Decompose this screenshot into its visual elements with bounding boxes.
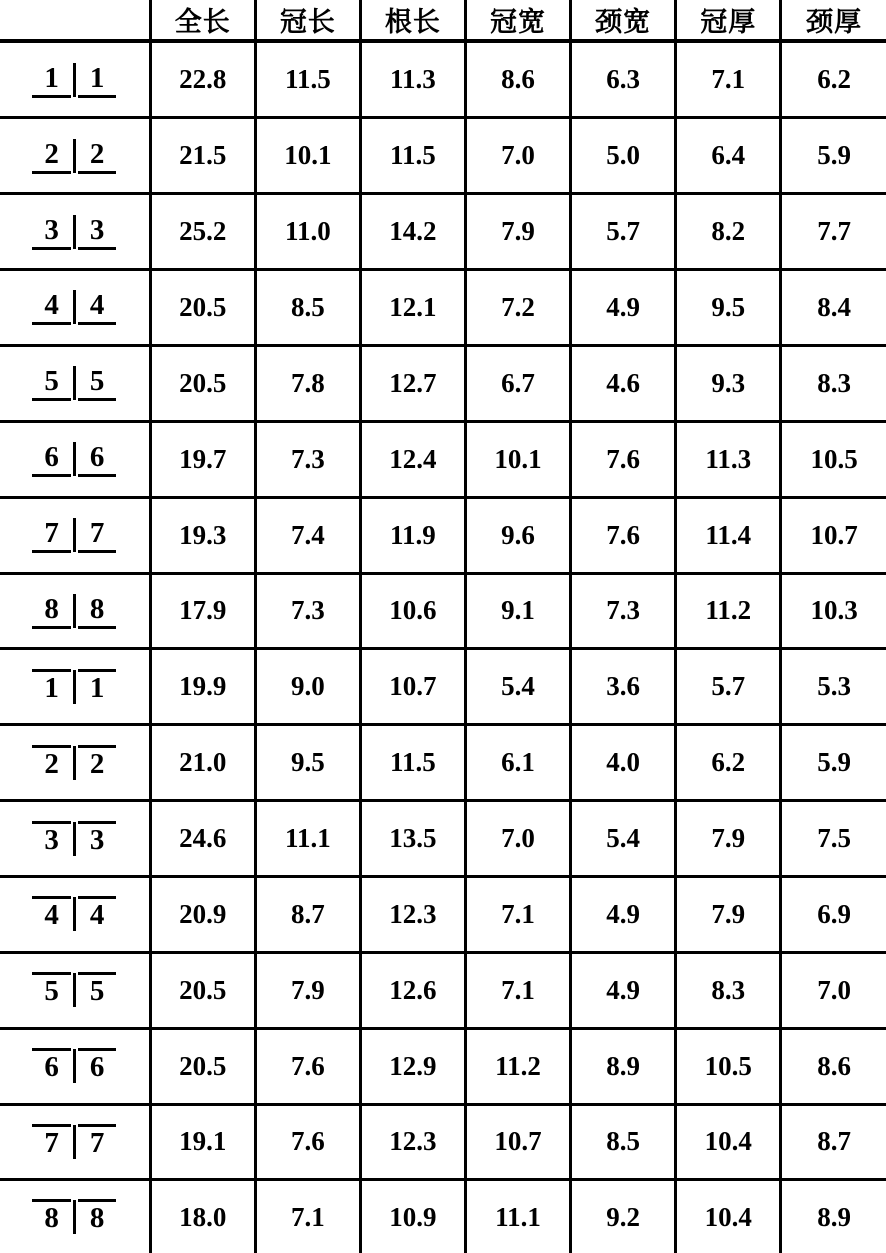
tooth-quadrant-divider: [73, 366, 76, 400]
tooth-number-left: 7: [32, 1124, 71, 1160]
measurement-cell: 10.6: [360, 573, 465, 649]
table-header-row: [0, 0, 886, 41]
measurement-cell: 18.0: [150, 1180, 255, 1253]
tooth-number-right: 7: [78, 1124, 117, 1160]
tooth-number-left: 3: [32, 214, 71, 250]
tooth-quadrant-divider: [73, 594, 76, 628]
measurement-cell: 8.5: [255, 270, 360, 346]
measurement-cell: 7.1: [465, 876, 570, 952]
tooth-label-cell: [0, 1180, 150, 1253]
measurement-cell: 10.4: [676, 1180, 781, 1253]
measurement-cell: 12.3: [360, 876, 465, 952]
measurement-cell: 9.5: [676, 270, 781, 346]
measurement-cell: 7.3: [571, 573, 676, 649]
measurement-cell: 10.5: [676, 1028, 781, 1104]
measurement-cell: 7.2: [465, 270, 570, 346]
table-body: [0, 41, 886, 1253]
measurement-cell: 7.3: [255, 573, 360, 649]
column-header-neck-width: 颈宽: [571, 0, 676, 41]
tooth-number-right: 8: [78, 593, 117, 629]
tooth-number-left: 8: [32, 1199, 71, 1235]
measurement-cell: 10.7: [781, 497, 886, 573]
measurement-cell: 12.4: [360, 421, 465, 497]
tooth-number-right: 6: [78, 1048, 117, 1084]
column-header-crown-thickness: 冠厚: [676, 0, 781, 41]
measurement-cell: 11.9: [360, 497, 465, 573]
measurement-cell: 8.4: [781, 270, 886, 346]
tooth-quadrant-divider: [73, 822, 76, 856]
tooth-label-cell: [0, 725, 150, 801]
measurement-cell: 6.9: [781, 876, 886, 952]
table-row: [0, 801, 886, 877]
measurement-cell: 9.0: [255, 649, 360, 725]
column-header-crown-length: 冠长: [255, 0, 360, 41]
measurement-cell: 7.9: [255, 952, 360, 1028]
measurement-cell: 7.9: [465, 194, 570, 270]
measurement-cell: 9.5: [255, 725, 360, 801]
measurement-cell: 5.0: [571, 118, 676, 194]
measurement-cell: 6.2: [781, 41, 886, 118]
tooth-number-left: 1: [32, 62, 71, 98]
measurement-cell: 20.5: [150, 345, 255, 421]
tooth-number-right: 5: [78, 972, 117, 1008]
table-row: [0, 876, 886, 952]
measurement-cell: 20.9: [150, 876, 255, 952]
measurement-cell: 6.3: [571, 41, 676, 118]
table-row: [0, 725, 886, 801]
measurement-cell: 20.5: [150, 270, 255, 346]
measurement-cell: 11.2: [465, 1028, 570, 1104]
measurement-cell: 4.9: [571, 270, 676, 346]
tooth-number-left: 7: [32, 517, 71, 553]
tooth-quadrant-divider: [73, 973, 76, 1007]
tooth-number-left: 6: [32, 1048, 71, 1084]
tooth-number-left: 4: [32, 289, 71, 325]
measurement-cell: 7.7: [781, 194, 886, 270]
tooth-label-cell: [0, 421, 150, 497]
measurement-cell: 10.1: [255, 118, 360, 194]
tooth-number-right: 4: [78, 289, 117, 325]
measurement-cell: 7.9: [676, 876, 781, 952]
table-row: [0, 270, 886, 346]
tooth-number-left: 1: [32, 669, 71, 705]
measurement-cell: 7.9: [676, 801, 781, 877]
measurement-cell: 19.1: [150, 1104, 255, 1180]
table-row: [0, 649, 886, 725]
measurement-cell: 5.3: [781, 649, 886, 725]
table-row: [0, 194, 886, 270]
measurement-cell: 10.7: [360, 649, 465, 725]
tooth-quadrant-divider: [73, 290, 76, 324]
tooth-number-left: 2: [32, 138, 71, 174]
tooth-quadrant-divider: [73, 1200, 76, 1234]
measurement-cell: 20.5: [150, 952, 255, 1028]
tooth-quadrant-divider: [73, 897, 76, 931]
measurement-cell: 7.1: [676, 41, 781, 118]
measurement-cell: 5.7: [676, 649, 781, 725]
tooth-number-left: 5: [32, 365, 71, 401]
tooth-number-left: 2: [32, 745, 71, 781]
tooth-label-cell: [0, 194, 150, 270]
tooth-quadrant-divider: [73, 670, 76, 704]
measurement-cell: 11.4: [676, 497, 781, 573]
tooth-number-left: 5: [32, 972, 71, 1008]
table-row: [0, 1104, 886, 1180]
tooth-quadrant-divider: [73, 63, 76, 97]
measurement-cell: 22.8: [150, 41, 255, 118]
measurement-cell: 3.6: [571, 649, 676, 725]
measurement-cell: 8.7: [255, 876, 360, 952]
tooth-number-right: 3: [78, 214, 117, 250]
tooth-number-left: 4: [32, 896, 71, 932]
measurement-cell: 20.5: [150, 1028, 255, 1104]
measurement-cell: 11.5: [255, 41, 360, 118]
tooth-quadrant-divider: [73, 746, 76, 780]
tooth-label-cell: [0, 1104, 150, 1180]
measurement-cell: 4.6: [571, 345, 676, 421]
measurement-cell: 14.2: [360, 194, 465, 270]
table-row: [0, 497, 886, 573]
column-header-crown-width: 冠宽: [465, 0, 570, 41]
tooth-number-right: 3: [78, 821, 117, 857]
tooth-label-cell: [0, 876, 150, 952]
tooth-label-cell: [0, 649, 150, 725]
measurement-cell: 7.5: [781, 801, 886, 877]
measurement-cell: 12.9: [360, 1028, 465, 1104]
table-row: [0, 573, 886, 649]
measurement-cell: 21.5: [150, 118, 255, 194]
measurement-cell: 12.3: [360, 1104, 465, 1180]
table-row: [0, 952, 886, 1028]
measurement-cell: 11.5: [360, 725, 465, 801]
column-header-total-length: 全长: [150, 0, 255, 41]
measurement-cell: 10.3: [781, 573, 886, 649]
measurement-cell: 5.7: [571, 194, 676, 270]
measurement-cell: 7.4: [255, 497, 360, 573]
measurement-cell: 6.4: [676, 118, 781, 194]
measurement-cell: 8.2: [676, 194, 781, 270]
tooth-number-right: 4: [78, 896, 117, 932]
measurement-cell: 9.2: [571, 1180, 676, 1253]
measurement-cell: 9.6: [465, 497, 570, 573]
table-row: [0, 1180, 886, 1253]
measurement-cell: 19.7: [150, 421, 255, 497]
tooth-number-right: 5: [78, 365, 117, 401]
tooth-number-left: 6: [32, 441, 71, 477]
measurement-cell: 7.6: [255, 1028, 360, 1104]
tooth-label-cell: [0, 118, 150, 194]
measurement-cell: 19.3: [150, 497, 255, 573]
measurement-cell: 12.1: [360, 270, 465, 346]
measurement-cell: 8.7: [781, 1104, 886, 1180]
measurement-cell: 7.6: [571, 497, 676, 573]
table-row: [0, 345, 886, 421]
measurement-cell: 7.3: [255, 421, 360, 497]
measurement-cell: 8.6: [465, 41, 570, 118]
tooth-label-cell: [0, 573, 150, 649]
measurement-cell: 8.3: [676, 952, 781, 1028]
measurement-cell: 10.4: [676, 1104, 781, 1180]
measurement-cell: 5.9: [781, 118, 886, 194]
measurement-cell: 25.2: [150, 194, 255, 270]
column-header-root-length: 根长: [360, 0, 465, 41]
tooth-quadrant-divider: [73, 518, 76, 552]
measurement-cell: 7.1: [465, 952, 570, 1028]
measurement-cell: 8.6: [781, 1028, 886, 1104]
column-header-blank: [0, 0, 150, 41]
measurement-cell: 24.6: [150, 801, 255, 877]
measurement-cell: 5.9: [781, 725, 886, 801]
table-row: [0, 118, 886, 194]
measurement-cell: 7.0: [465, 118, 570, 194]
measurement-cell: 13.5: [360, 801, 465, 877]
measurement-cell: 8.9: [571, 1028, 676, 1104]
measurement-cell: 19.9: [150, 649, 255, 725]
measurement-cell: 11.3: [676, 421, 781, 497]
tooth-quadrant-divider: [73, 442, 76, 476]
measurement-cell: 4.9: [571, 952, 676, 1028]
tooth-number-left: 3: [32, 821, 71, 857]
measurement-cell: 6.1: [465, 725, 570, 801]
measurement-cell: 7.6: [255, 1104, 360, 1180]
measurement-cell: 10.5: [781, 421, 886, 497]
tooth-label-cell: [0, 801, 150, 877]
tooth-number-left: 8: [32, 593, 71, 629]
tooth-quadrant-divider: [73, 215, 76, 249]
tooth-number-right: 2: [78, 745, 117, 781]
measurement-cell: 11.1: [465, 1180, 570, 1253]
tooth-quadrant-divider: [73, 1125, 76, 1159]
measurement-cell: 17.9: [150, 573, 255, 649]
measurement-cell: 8.9: [781, 1180, 886, 1253]
tooth-number-right: 8: [78, 1199, 117, 1235]
measurement-cell: 9.3: [676, 345, 781, 421]
table-row: [0, 41, 886, 118]
measurement-cell: 7.1: [255, 1180, 360, 1253]
tooth-label-cell: [0, 270, 150, 346]
measurement-cell: 11.5: [360, 118, 465, 194]
column-header-neck-thickness: 颈厚: [781, 0, 886, 41]
table-row: [0, 1028, 886, 1104]
measurement-cell: 21.0: [150, 725, 255, 801]
tooth-number-right: 6: [78, 441, 117, 477]
measurement-cell: 8.3: [781, 345, 886, 421]
measurement-cell: 11.1: [255, 801, 360, 877]
measurement-cell: 6.2: [676, 725, 781, 801]
measurement-cell: 4.9: [571, 876, 676, 952]
measurement-cell: 12.6: [360, 952, 465, 1028]
measurement-cell: 7.0: [465, 801, 570, 877]
tooth-label-cell: [0, 41, 150, 118]
measurement-cell: 11.3: [360, 41, 465, 118]
tooth-label-cell: [0, 952, 150, 1028]
measurement-cell: 11.0: [255, 194, 360, 270]
measurement-cell: 10.7: [465, 1104, 570, 1180]
tooth-label-cell: [0, 1028, 150, 1104]
measurement-cell: 9.1: [465, 573, 570, 649]
measurement-cell: 8.5: [571, 1104, 676, 1180]
measurement-cell: 10.9: [360, 1180, 465, 1253]
tooth-label-cell: [0, 497, 150, 573]
measurement-cell: 5.4: [571, 801, 676, 877]
tooth-quadrant-divider: [73, 1049, 76, 1083]
tooth-number-right: 2: [78, 138, 117, 174]
measurement-cell: 7.0: [781, 952, 886, 1028]
tooth-label-cell: [0, 345, 150, 421]
measurement-cell: 7.6: [571, 421, 676, 497]
measurement-cell: 12.7: [360, 345, 465, 421]
measurement-cell: 4.0: [571, 725, 676, 801]
measurement-cell: 11.2: [676, 573, 781, 649]
tooth-quadrant-divider: [73, 139, 76, 173]
measurement-cell: 10.1: [465, 421, 570, 497]
measurement-cell: 6.7: [465, 345, 570, 421]
tooth-number-right: 1: [78, 62, 117, 98]
table-row: [0, 421, 886, 497]
measurement-cell: 5.4: [465, 649, 570, 725]
tooth-number-right: 1: [78, 669, 117, 705]
measurement-cell: 7.8: [255, 345, 360, 421]
tooth-number-right: 7: [78, 517, 117, 553]
